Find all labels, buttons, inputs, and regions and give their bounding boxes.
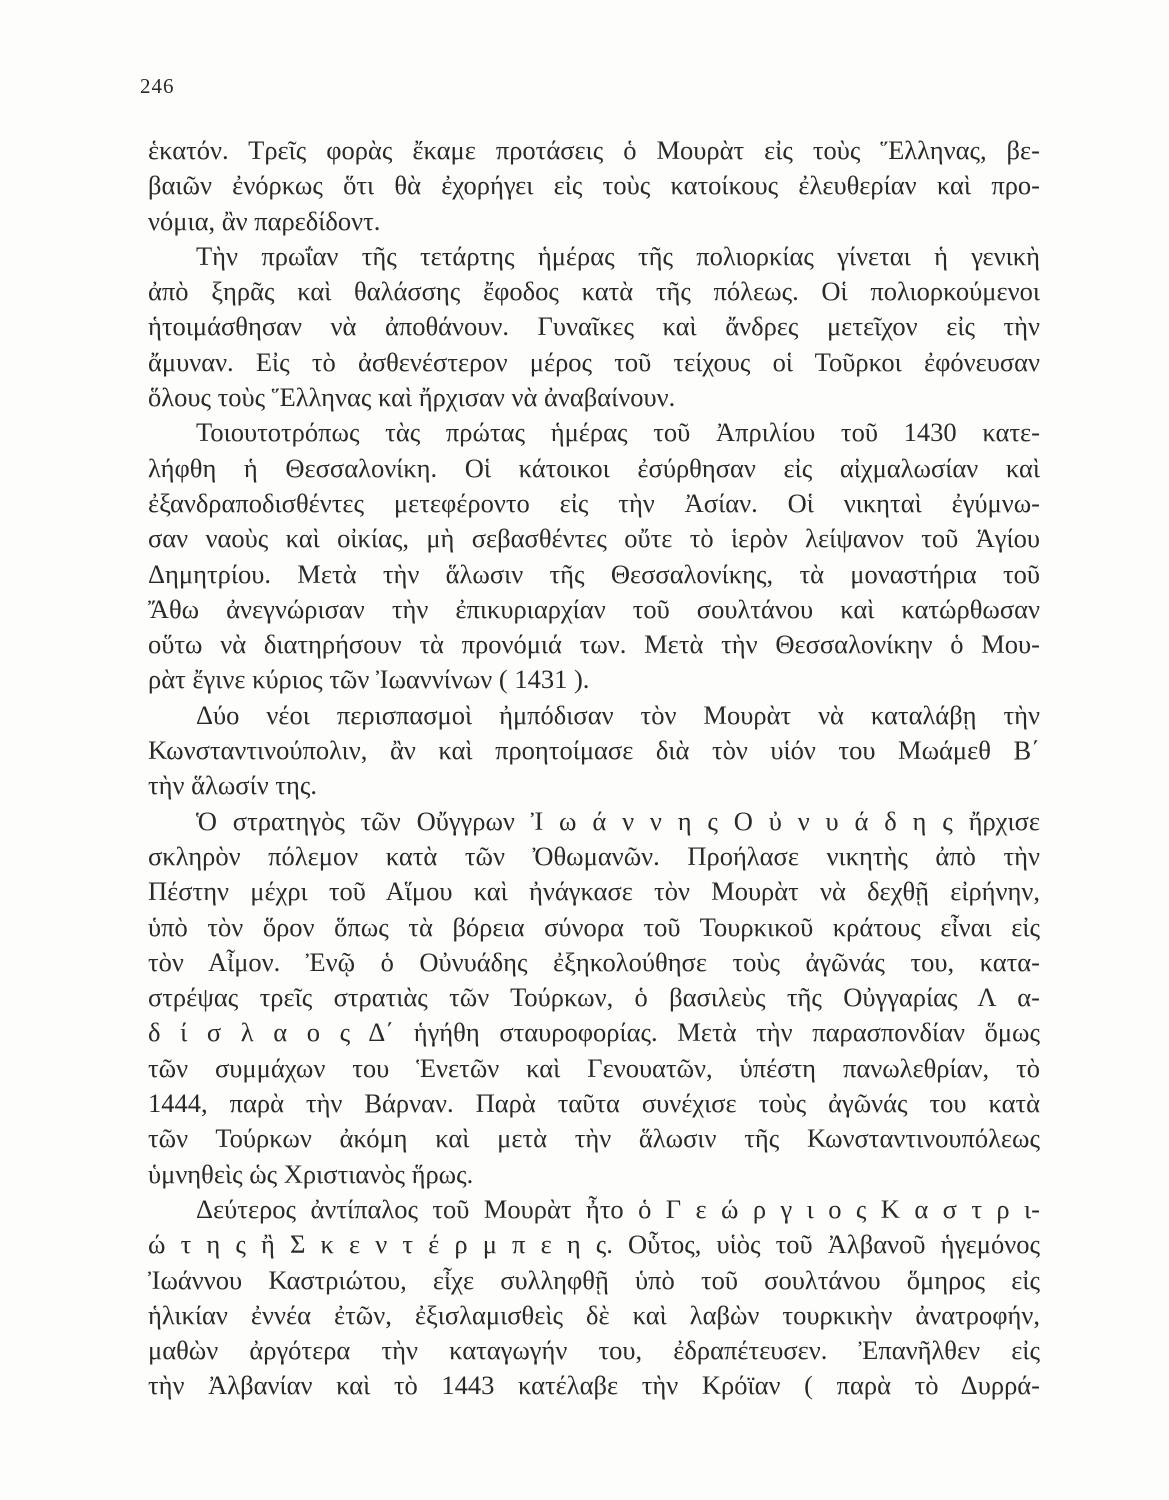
text-line: Δημητρίου. Μετὰ τὴν ἅλωσιν τῆς Θεσσαλονίκης, τὰ μοναστήρια τοῦ xyxy=(148,558,1040,589)
text-line: ἑκατόν. Τρεῖς φορὰς ἔκαμε προτάσεις ὁ Μουρὰτ εἰς τοὺς Ἕλληνας, βε- xyxy=(148,135,1040,165)
paragraph xyxy=(148,133,1040,239)
text-line: ἀπὸ ξηρᾶς καὶ θαλάσσης ἔφοδος κατὰ τῆς πόλεως. Οἱ πολιορκούμενοι xyxy=(148,276,1040,307)
text-line: Ἰωάννου Καστριώτου, εἶχε συλληφθῇ ὑπὸ τοῦ σουλτάνου ὅμηρος εἰς xyxy=(148,1264,1040,1295)
text-line: Δύο νέοι περισπασμοὶ ἠμπόδισαν τὸν Μουρὰτ νὰ καταλάβῃ τὴν xyxy=(196,699,1040,730)
text-line: Ἄθω ἀνεγνώρισαν τὴν ἐπικυριαρχίαν τοῦ σουλτάνου καὶ κατώρθωσαν xyxy=(148,593,1040,624)
text-line: τῶν συμμάχων του Ἑνετῶν καὶ Γενουατῶν, ὑπέστη πανωλεθρίαν, τὸ xyxy=(148,1052,1040,1083)
text-line: Κωνσταντινούπολιν, ἂν καὶ προητοίμασε διὰ τὸν υἱόν του Μωάμεθ Β΄ xyxy=(148,735,1040,766)
text-line: τῶν Τούρκων ἀκόμη καὶ μετὰ τὴν ἅλωσιν τῆς Κωνσταντινουπόλεως xyxy=(148,1123,1040,1154)
text-line: ὑπὸ τὸν ὅρον ὅπως τὰ βόρεια σύνορα τοῦ Τουρκικοῦ κράτους εἶναι εἰς xyxy=(148,911,1040,942)
text-line: τὸν Αἶμον. Ἐνῷ ὁ Οὐνυάδης ἐξηκολούθησε τοὺς ἀγῶνάς του, κατα- xyxy=(148,946,1040,977)
paragraph xyxy=(148,804,1040,1192)
text-line: νόμια, ἂν παρεδίδοντ. xyxy=(148,205,381,236)
text-line: ἡλικίαν ἐννέα ἐτῶν, ἐξισλαμισθεὶς δὲ καὶ λαβὼν τουρκικὴν ἀνατροφήν, xyxy=(148,1299,1040,1330)
text-line: ἄμυναν. Εἰς τὸ ἀσθενέστερον μέρος τοῦ τείχους οἱ Τοῦρκοι ἐφόνευσαν xyxy=(148,346,1040,377)
text-line: τὴν ἅλωσίν της. xyxy=(148,770,317,801)
text-line: ὑμνηθεὶς ὡς Χριστιανὸς ἥρως. xyxy=(148,1158,474,1189)
text-line: τὴν Ἀλβανίαν καὶ τὸ 1443 κατέλαβε τὴν Κρόϊαν ( παρὰ τὸ Δυρρά- xyxy=(148,1370,1040,1401)
text-line: δ ί σ λ α ο ς Δ΄ ἡγήθη σταυροφορίας. Μετὰ τὴν παρασπονδίαν ὅμως xyxy=(148,1017,1040,1048)
text-line: Τὴν πρωΐαν τῆς τετάρτης ἡμέρας τῆς πολιορκίας γίνεται ἡ γενικὴ xyxy=(196,240,1040,271)
text-line: βαιῶν ἐνόρκως ὅτι θὰ ἐχορήγει εἰς τοὺς κατοίκους ἐλευθερίαν καὶ προ- xyxy=(148,170,1040,201)
paragraph xyxy=(148,698,1040,804)
text-line: στρέψας τρεῖς στρατιὰς τῶν Τούρκων, ὁ βασιλεὺς τῆς Οὐγγαρίας Λ α- xyxy=(148,982,1040,1013)
paragraph xyxy=(148,239,1040,415)
text-line: Τοιουτοτρόπως τὰς πρώτας ἡμέρας τοῦ Ἀπριλίου τοῦ 1430 κατε- xyxy=(196,417,1040,448)
text-line: Πέστην μέχρι τοῦ Αἵμου καὶ ἠνάγκασε τὸν Μουρὰτ νὰ δεχθῇ εἰρήνην, xyxy=(148,876,1040,907)
text-line: σκληρὸν πόλεμον κατὰ τῶν Ὀθωμανῶν. Προήλασε νικητὴς ἀπὸ τὴν xyxy=(148,840,1040,871)
text-line: λήφθη ἡ Θεσσαλονίκη. Οἱ κάτοικοι ἐσύρθησαν εἰς αἰχμαλωσίαν καὶ xyxy=(148,452,1040,483)
page-number: 246 xyxy=(140,74,175,98)
text-line: 1444, παρὰ τὴν Βάρναν. Παρὰ ταῦτα συνέχισε τοὺς ἀγῶνάς του κατὰ xyxy=(148,1088,1040,1119)
text-line: μαθὼν ἀργότερα τὴν καταγωγήν του, ἐδραπέτευσεν. Ἐπανῆλθεν εἰς xyxy=(148,1335,1040,1366)
body-text xyxy=(148,133,1040,1404)
text-line: ώ τ η ς ἢ Σ κ ε ν τ έ ρ μ π ε η ς. Οὗτος, υἱὸς τοῦ Ἀλβανοῦ ἡγεμόνος xyxy=(148,1229,1040,1260)
paragraph xyxy=(148,415,1040,697)
text-line: Δεύτερος ἀντίπαλος τοῦ Μουρὰτ ἦτο ὁ Γ ε ώ ρ γ ι ο ς Κ α σ τ ρ ι- xyxy=(196,1193,1040,1224)
text-line: Ὁ στρατηγὸς τῶν Οὔγγρων Ἰ ω ά ν ν η ς Ο ὐ ν υ ά δ η ς ἤρχισε xyxy=(196,805,1040,836)
text-line: ρὰτ ἔγινε κύριος τῶν Ἰωαννίνων ( 1431 ). xyxy=(148,664,590,695)
text-line: οὕτω νὰ διατηρήσουν τὰ προνόμιά των. Μετὰ τὴν Θεσσαλονίκην ὁ Μου- xyxy=(148,629,1040,660)
text-line: ἐξανδραποδισθέντες μετεφέροντο εἰς τὴν Ἀσίαν. Οἱ νικηταὶ ἐγύμνω- xyxy=(148,487,1040,518)
text-line: ὅλους τοὺς Ἕλληνας καὶ ἤρχισαν νὰ ἀναβαίνουν. xyxy=(148,382,676,413)
paragraph xyxy=(148,1192,1040,1404)
text-line: ἡτοιμάσθησαν νὰ ἀποθάνουν. Γυναῖκες καὶ ἄνδρες μετεῖχον εἰς τὴν xyxy=(148,311,1040,342)
text-line: σαν ναοὺς καὶ οἰκίας, μὴ σεβασθέντες οὔτε τὸ ἱερὸν λείψανον τοῦ Ἁγίου xyxy=(148,523,1040,554)
